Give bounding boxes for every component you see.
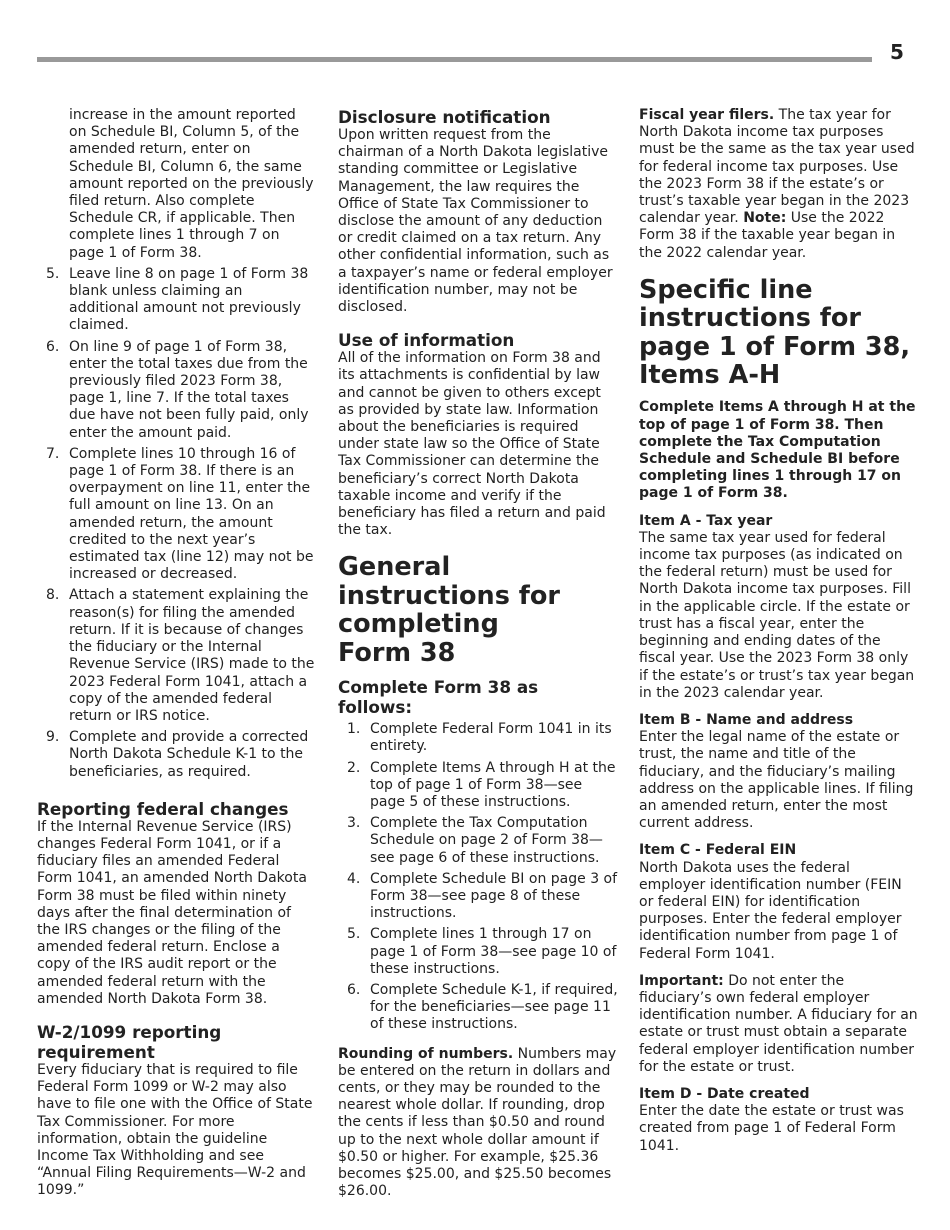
list-item: 6. On line 9 of page 1 of Form 38, enter the total taxes due from the previously filed 2023 Form 38, page 1, line 7. If the total taxes due have not been fully paid, only enter the amount paid. — [46, 338, 309, 441]
rounding-paragraph — [338, 1046, 620, 1201]
list-item: 3. Complete the Tax Computation Schedule on page 2 of Form 38—see page 6 of these instructions. — [347, 815, 603, 866]
disclosure-text: Upon written request from the chairman of a North Dakota legislative standing committee or Legislative Management, the law requires the Office of State Tax Commissioner to disclose the amount of any deduction or credit claimed on a tax return. Any other confidential information, such as a taxpayer’s name or federal employer identification number, may not be disclosed. — [338, 127, 613, 316]
item-c-text: North Dakota uses the federal employer identification number (FEIN or federal EIN) for identification purposes. Enter the federal employer identification number from page 1 of Federal Form 1041. — [639, 859, 902, 962]
item-a-text: The same tax year used for federal income tax purposes (as indicated on the federal return) must be used for North Dakota income tax purposes. Fill in the applicable circle. If the estate or trust has a fiscal year, enter the beginning and ending dates of the fiscal year. Use the 2023 Form 38 only if the estate’s or trust’s tax year began in the 2023 calendar year. — [639, 529, 915, 701]
disclosure-heading: Disclosure notification — [338, 107, 551, 127]
list-item: 6. Complete Schedule K-1, if required, for the beneficiaries—see page 11 of these instructions. — [347, 981, 618, 1033]
form-steps-list — [338, 721, 620, 1033]
w2-heading: W-2/1099 reporting requirement — [37, 1021, 222, 1062]
list-item: 9. Complete and provide a corrected North Dakota Schedule K-1 to the beneficiaries, as required. — [46, 729, 309, 780]
rounding-text: Numbers may be entered on the return in dollars and cents, or they may be rounded to the nearest whole dollar. If rounding, drop the cents if less than $0.50 and round up to the next whole dollar amount if $0.50 or higher. For example, $25.36 becomes $25.00, and $25.50 becomes $26.00. — [338, 1045, 617, 1200]
item-b-text: Enter the legal name of the estate or trust, the name and title of the fiduciary, and the fiduciary’s mailing address on the applicable lines. If filing an amended return, enter the most current address. — [639, 729, 914, 832]
rounding-lead: Rounding of numbers. — [338, 1045, 514, 1062]
fiscal-paragraph: Fiscal year filers. The tax year for North Dakota income tax purposes must be the same as the tax year used for federal income tax purposes. Use the 2023 Form 38 if the estate’s or trust’s taxable year began in the 2023 calendar year. Note: Use the 2022 Form 38 if the taxable year began in the 2022 calendar year. — [639, 107, 915, 261]
list-item: 2. Complete Items A through H at the top of page 1 of Form 38—see page 5 of these instructions. — [347, 759, 616, 810]
item-a-heading: Item A - Tax year — [639, 512, 773, 529]
list-item: 1. Complete Federal Form 1041 in its entirety. — [347, 721, 612, 755]
item-d-heading: Item D - Date created — [639, 1085, 810, 1102]
column-right — [639, 107, 919, 1155]
item-c-heading: Item C - Federal EIN — [639, 842, 797, 859]
list-item: 7. Complete lines 10 through 16 of page 1 of Form 38. If there is an overpayment on line 11, enter the full amount on line 13. On an amended return, the amount credited to the next year’s estimated tax (line 12) may not be increased or decreased. — [46, 445, 314, 583]
general-heading: General instructions for completing Form 38 — [338, 552, 560, 668]
amended-steps-list — [37, 266, 315, 781]
use-heading: Use of information — [338, 330, 515, 351]
continued-item-text: increase in the amount reported on Schedule BI, Column 5, of the amended return, enter on Schedule BI, Column 6, the same amount reported on the previously filed return. Also complete Schedule CR, if applicable. Then complete lines 1 through 7 on page 1 of Form 38. — [69, 107, 314, 261]
list-item: 4. Complete Schedule BI on page 3 of Form 38—see page 8 of these instructions. — [347, 870, 618, 922]
reporting-text: If the Internal Revenue Service (IRS) changes Federal Form 1041, or if a fiduciary files an amended Federal Form 1041, an amended North Dakota Form 38 must be filed within ninety days after the final determination of the IRS changes or the filing of the amended federal return. Enclose a copy of the IRS audit report or the amended federal return with the amended North Dakota Form 38. — [37, 818, 307, 1007]
complete-heading: Complete Form 38 as follows: — [338, 677, 539, 718]
w2-text: Every fiduciary that is required to file Federal Form 1099 or W-2 may also have to file one with the Office of State Tax Commissioner. For more information, obtain the guideline Income Tax Withholding and see “Annual Filing Requirements—W-2 and 1099.” — [37, 1061, 313, 1199]
reporting-heading: Reporting federal changes — [37, 798, 289, 819]
list-item: 5. Complete lines 1 through 17 on page 1 of Form 38—see page 10 of these instructions. — [347, 926, 617, 977]
use-text: All of the information on Form 38 and its attachments is confidential by law and cannot be given to others except as provided by state law. Information about the beneficiaries is required under state law so the Office of State Tax Commissioner can determine the beneficiary’s correct North Dakota taxable income and verify if the beneficiary has filed a return and paid the tax. — [338, 350, 606, 539]
specific-intro: Complete Items A through H at the top of page 1 of Form 38. Then complete the Tax Computation Schedule and Schedule BI before completing lines 1 through 17 on page 1 of Form 38. — [639, 399, 916, 502]
item-d-text: Enter the date the estate or trust was created from page 1 of Federal Form 1041. — [639, 1103, 904, 1154]
page-number: 5 — [890, 40, 904, 64]
list-item: 8. Attach a statement explaining the reason(s) for filing the amended return. If it is because of changes the fiduciary or the Internal Revenue Service (IRS) made to the 2023 Federal Form 1041, attach a copy of the amended federal return or IRS notice. — [46, 587, 315, 724]
list-item: 5. Leave line 8 on page 1 of Form 38 blank unless claiming an additional amount not previously claimed. — [46, 265, 309, 334]
item-b-heading: Item B - Name and address — [639, 711, 854, 728]
important-paragraph: Important: Do not enter the fiduciary’s own federal employer identification number. A fiduciary for an estate or trust must obtain a separate federal employer identification number for the estate or trust. — [639, 972, 918, 1075]
header-rule — [37, 57, 872, 62]
column-left — [37, 107, 315, 1200]
specific-heading: Specific line instructions for page 1 of Form 38, Items A-H — [639, 274, 911, 391]
column-middle — [338, 107, 620, 1200]
